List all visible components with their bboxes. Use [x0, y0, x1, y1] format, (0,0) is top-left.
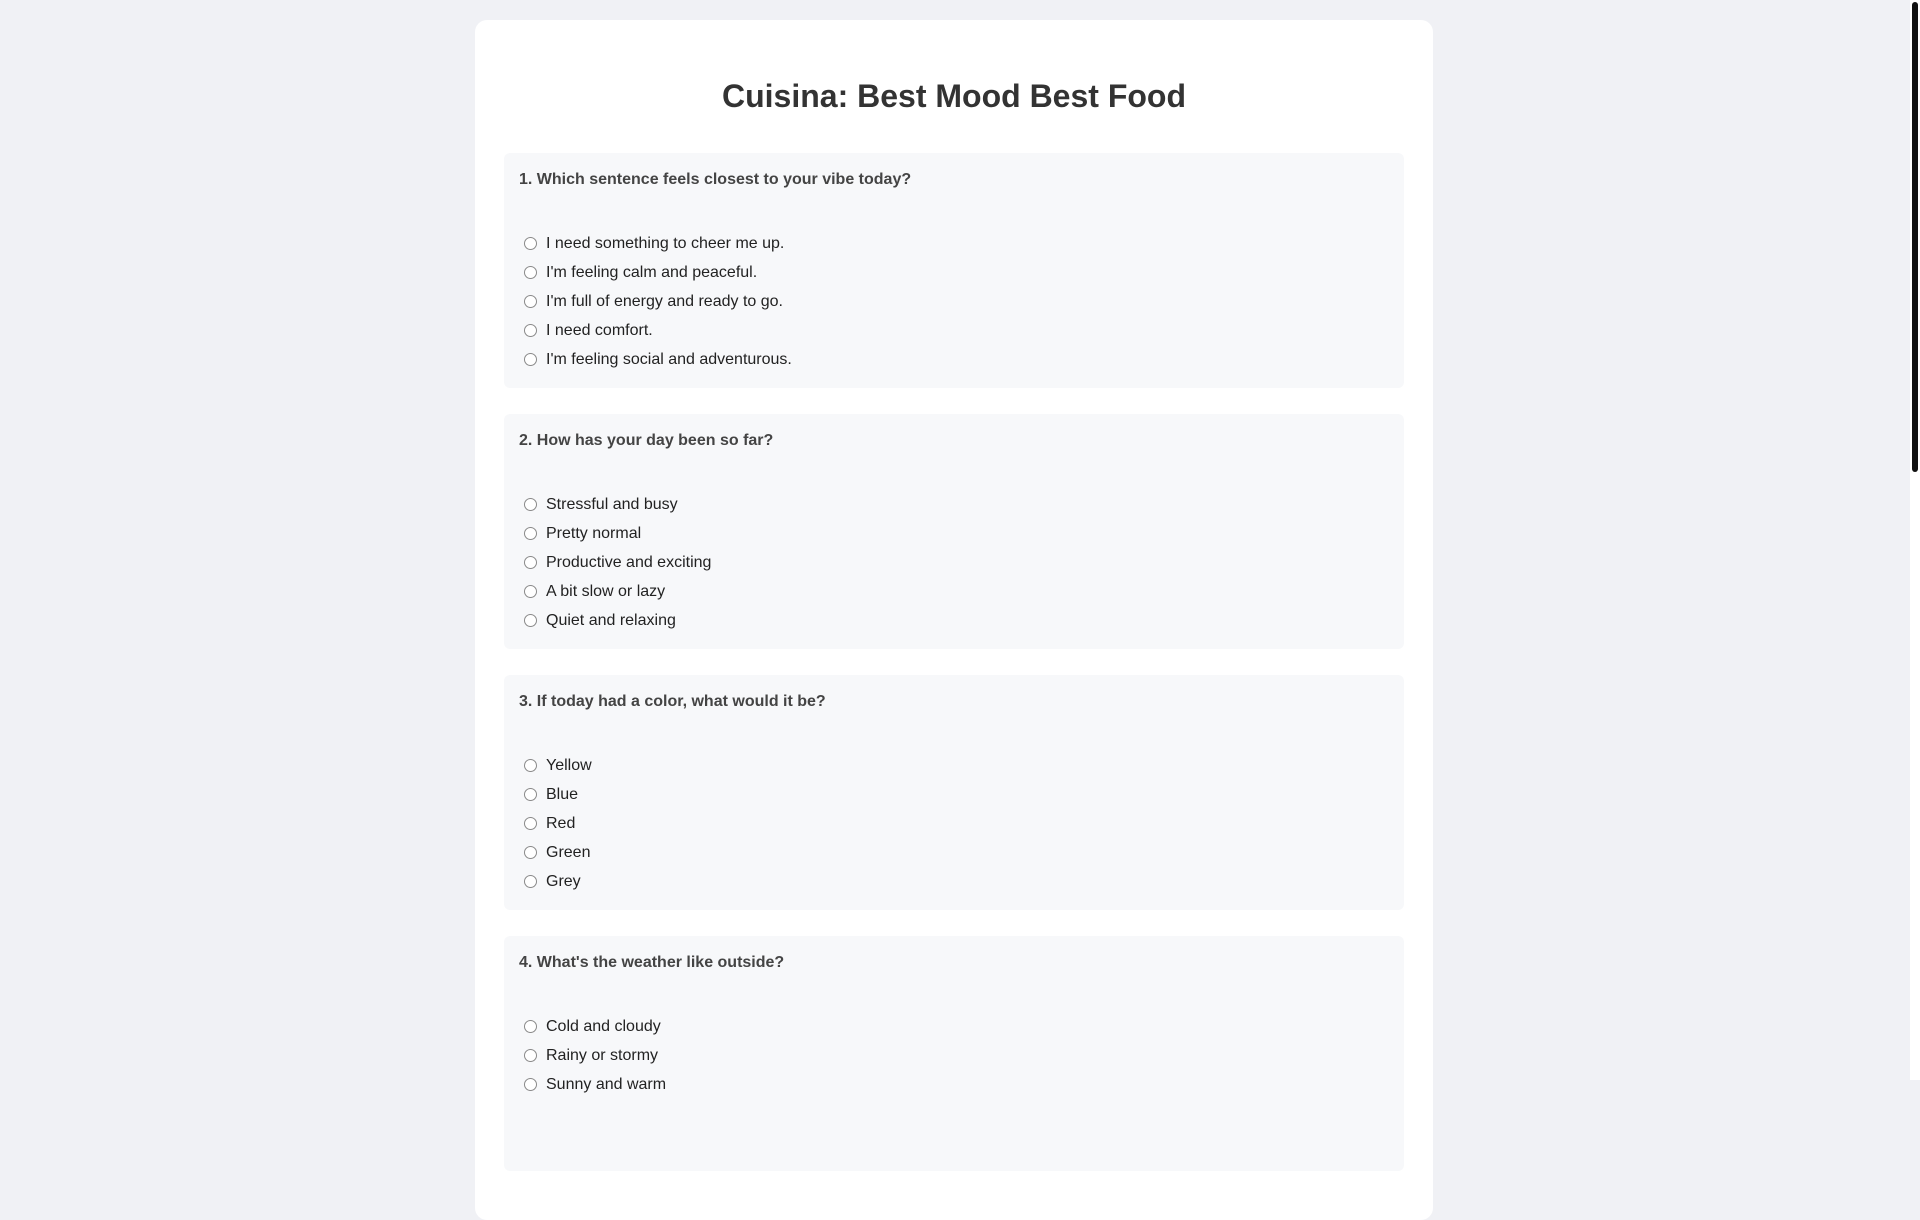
radio-button-icon[interactable]: [524, 353, 537, 366]
option-radio[interactable]: [519, 548, 1388, 577]
option-label[interactable]: Productive and exciting: [546, 553, 712, 571]
radio-button-icon[interactable]: [524, 556, 537, 569]
radio-button-icon[interactable]: [524, 817, 537, 830]
page-title: Cuisina: Best Mood Best Food: [722, 78, 1186, 114]
option-label[interactable]: Yellow: [546, 756, 592, 774]
option-label[interactable]: Red: [546, 814, 576, 832]
options-list: [519, 751, 1388, 896]
radio-button-icon[interactable]: [524, 585, 537, 598]
option-label[interactable]: Rainy or stormy: [546, 1046, 659, 1064]
radio-button-icon[interactable]: [524, 266, 537, 279]
radio-button-icon[interactable]: [524, 237, 537, 250]
option-radio[interactable]: [519, 577, 1388, 606]
option-radio[interactable]: [519, 519, 1388, 548]
option-radio[interactable]: [519, 1041, 1388, 1070]
option-radio[interactable]: [519, 345, 1388, 374]
option-radio[interactable]: [519, 1070, 1388, 1099]
radio-button-icon[interactable]: [524, 614, 537, 627]
survey-card: [475, 20, 1433, 1220]
radio-button-icon[interactable]: [524, 295, 537, 308]
option-label[interactable]: Quiet and relaxing: [546, 611, 676, 629]
option-label[interactable]: A bit slow or lazy: [546, 582, 666, 600]
vertical-scrollbar[interactable]: [1910, 0, 1920, 1080]
options-list: [519, 229, 1388, 374]
radio-button-icon[interactable]: [524, 846, 537, 859]
option-radio[interactable]: [519, 809, 1388, 838]
option-radio[interactable]: [519, 316, 1388, 345]
radio-button-icon[interactable]: [524, 1020, 537, 1033]
question-2: [504, 414, 1404, 649]
radio-button-icon[interactable]: [524, 759, 537, 772]
option-radio[interactable]: [519, 1012, 1388, 1041]
option-label[interactable]: Cold and cloudy: [546, 1017, 661, 1035]
option-label[interactable]: I'm full of energy and ready to go.: [546, 292, 783, 310]
question-text: 4. What's the weather like outside?: [519, 954, 785, 971]
question-text: 1. Which sentence feels closest to your vibe today?: [519, 171, 912, 188]
option-radio[interactable]: [519, 751, 1388, 780]
radio-button-icon[interactable]: [524, 1078, 537, 1091]
question-text: 3. If today had a color, what would it be?: [519, 693, 826, 710]
option-label[interactable]: Sunny and warm: [546, 1075, 667, 1093]
option-radio[interactable]: [519, 606, 1388, 635]
radio-button-icon[interactable]: [524, 875, 537, 888]
question-3: [504, 675, 1404, 910]
option-label[interactable]: Green: [546, 843, 591, 861]
options-list: [519, 490, 1388, 635]
radio-button-icon[interactable]: [524, 527, 537, 540]
option-label[interactable]: Blue: [546, 785, 579, 803]
scrollbar-thumb[interactable]: [1912, 2, 1918, 472]
radio-button-icon[interactable]: [524, 788, 537, 801]
option-radio[interactable]: [519, 229, 1388, 258]
option-label[interactable]: I need comfort.: [546, 321, 653, 339]
option-label[interactable]: I'm feeling social and adventurous.: [546, 350, 792, 368]
option-radio[interactable]: [519, 838, 1388, 867]
option-radio[interactable]: [519, 780, 1388, 809]
question-4: [504, 936, 1404, 1171]
option-radio[interactable]: [519, 490, 1388, 519]
option-label[interactable]: I need something to cheer me up.: [546, 234, 785, 252]
radio-button-icon[interactable]: [524, 324, 537, 337]
question-1: [504, 153, 1404, 388]
option-radio[interactable]: [519, 258, 1388, 287]
radio-button-icon[interactable]: [524, 498, 537, 511]
option-label[interactable]: Pretty normal: [546, 524, 642, 542]
options-list: [519, 1012, 1388, 1099]
option-radio[interactable]: [519, 867, 1388, 896]
radio-button-icon[interactable]: [524, 1049, 537, 1062]
question-text: 2. How has your day been so far?: [519, 432, 774, 449]
option-label[interactable]: Grey: [546, 872, 581, 890]
option-radio[interactable]: [519, 287, 1388, 316]
option-label[interactable]: I'm feeling calm and peaceful.: [546, 263, 758, 281]
option-label[interactable]: Stressful and busy: [546, 495, 678, 513]
